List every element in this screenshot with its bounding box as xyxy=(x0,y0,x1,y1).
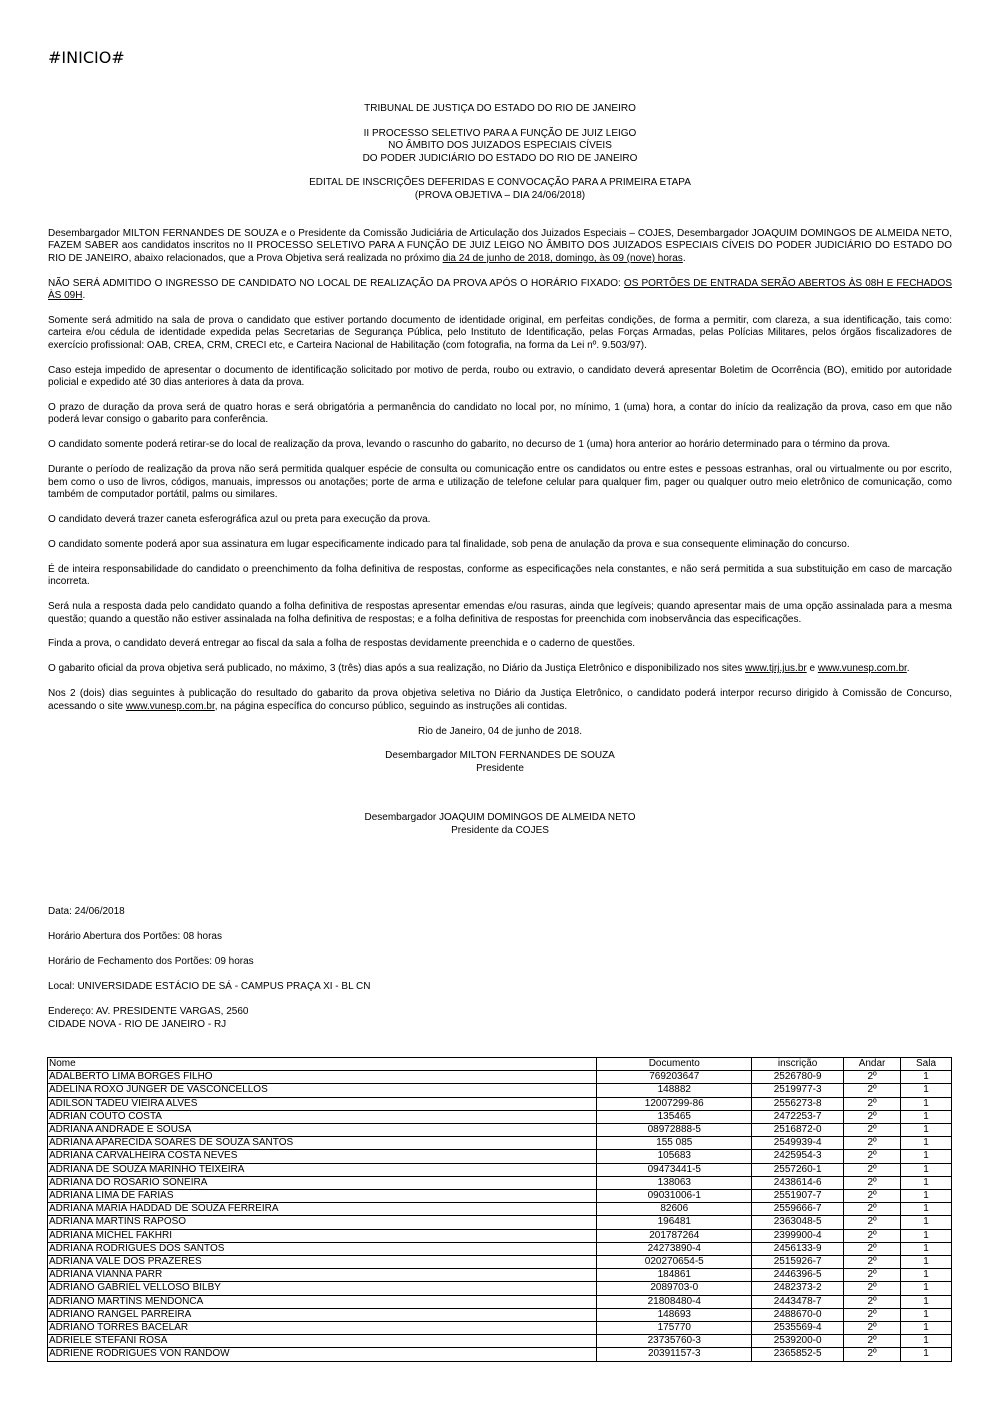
table-row xyxy=(48,1269,952,1282)
cell-registration: 2425954-3 xyxy=(752,1150,844,1163)
paragraph-null-answers: Será nula a resposta dada pelo candidato quando a folha definitiva de respostas apresentar emendas e/ou rasuras, ainda que legíveis; quando apresentar mais de uma opção assinalada para a mesma questão; quando a questão não estiver assinalada na folha definitiva de respostas; e a folha definitiva de respostas for preenchida com inobservância das especificações. xyxy=(48,601,952,625)
paragraph-delivery: Finda a prova, o candidato deverá entregar ao fiscal da sala a folha de respostas devidamente preenchida e o caderno de questões. xyxy=(48,638,636,650)
table-row xyxy=(48,1229,952,1242)
cell-name: ADRIANA RODRIGUES DOS SANTOS xyxy=(48,1242,597,1255)
edital-line-2: (PROVA OBJETIVA – DIA 24/06/2018) xyxy=(414,189,586,201)
cell-registration: 2488670-0 xyxy=(752,1308,844,1321)
cell-document: 24273890-4 xyxy=(597,1242,752,1255)
cell-floor: 2º xyxy=(844,1203,901,1216)
candidates-table xyxy=(47,1057,952,1362)
table-row xyxy=(48,1190,952,1203)
paragraph-prohibitions: Durante o período de realização da prova não será permitida qualquer espécie de consulta ou comunicação entre os candidatos ou entre estes e pessoas estranhas, oral ou virtualmente ou por escrito, bem como o uso de livros, códigos, manuais, impressos ou anotações; porte de arma e utilização de telefone celular para qualquer fim, pager ou qualquer outro meio eletrônico de comunicação, como também de computador portátil, palms ou similares. xyxy=(48,464,952,501)
cell-document: 08972888-5 xyxy=(597,1124,752,1137)
cell-name: ADRIANO RANGEL PARREIRA xyxy=(48,1308,597,1321)
cell-registration: 2443478-7 xyxy=(752,1295,844,1308)
cell-floor: 2º xyxy=(844,1216,901,1229)
cell-registration: 2456133-9 xyxy=(752,1242,844,1255)
cell-registration: 2551907-7 xyxy=(752,1190,844,1203)
cell-room: 1 xyxy=(901,1124,952,1137)
date-line: Rio de Janeiro, 04 de junho de 2018. xyxy=(417,725,582,737)
vunesp-link[interactable]: www.vunesp.com.br xyxy=(125,700,215,712)
exam-date-underlined: dia 24 de junho de 2018, domingo, às 09 (nove) horas xyxy=(442,252,683,264)
table-header-row xyxy=(48,1058,952,1071)
cell-registration: 2526780-9 xyxy=(752,1071,844,1084)
cell-floor: 2º xyxy=(844,1269,901,1282)
paragraph-lost-document: Caso esteja impedido de apresentar o documento de identificação solicitado por motivo de perda, roubo ou extravio, o candidato deverá apresentar Boletim de Ocorrência (BO), emitido por autoridade policial e expedido até 30 dias anteriores à data da prova. xyxy=(48,364,952,389)
cell-room: 1 xyxy=(901,1256,952,1269)
address-line-1: Endereço: AV. PRESIDENTE VARGAS, 2560 xyxy=(48,1006,249,1018)
paragraph-end: . xyxy=(682,252,686,264)
cell-floor: 2º xyxy=(844,1071,901,1084)
cell-room: 1 xyxy=(901,1242,952,1255)
paragraph-appeal xyxy=(48,688,952,713)
cell-registration: 2549939-4 xyxy=(752,1137,844,1150)
cell-document: 21808480-4 xyxy=(597,1295,752,1308)
cell-floor: 2º xyxy=(844,1150,901,1163)
table-row xyxy=(48,1308,952,1321)
paragraph-text: e xyxy=(806,663,818,675)
cell-document: 201787264 xyxy=(597,1229,752,1242)
signature-cojes xyxy=(48,812,952,837)
table-row xyxy=(48,1124,952,1137)
cell-name: ADRIANA MARIA HADDAD DE SOUZA FERREIRA xyxy=(48,1203,597,1216)
cell-document: 09031006-1 xyxy=(597,1190,752,1203)
cell-name: ADRIAN COUTO COSTA xyxy=(48,1110,597,1123)
cell-registration: 2482373-2 xyxy=(752,1282,844,1295)
table-row xyxy=(48,1282,952,1295)
cell-document: 148693 xyxy=(597,1308,752,1321)
paragraph-identity: Somente será admitido na sala de prova o candidato que estiver portando documento de identidade original, em perfeitas condições, de forma a permitir, com clareza, a sua identificação, tais como: carteira e/ou cédula de identidade expedida pelas Secretarias de Segurança Pública, pelo Instituto de Identificação, pelas Forças Armadas, pelas Polícias Militares, pelos órgãos fiscalizadores de exercício profissional: OAB, CREA, CRM, CRECI etc, e Carteira Nacional de Habilitação (com fotografia, na forma da Lei nº. 9.503/97). xyxy=(48,315,952,351)
cell-floor: 2º xyxy=(844,1242,901,1255)
cell-document: 135465 xyxy=(597,1110,752,1123)
table-row xyxy=(48,1084,952,1097)
table-row xyxy=(48,1176,952,1189)
start-marker: #INICIO# xyxy=(48,48,125,67)
cell-name: ADRIANO GABRIEL VELLOSO BILBY xyxy=(48,1282,597,1295)
cell-room: 1 xyxy=(901,1322,952,1335)
paragraph-convocation xyxy=(48,228,952,265)
cell-floor: 2º xyxy=(844,1190,901,1203)
table-row xyxy=(48,1071,952,1084)
cell-document: 020270654-5 xyxy=(597,1256,752,1269)
table-row xyxy=(48,1335,952,1348)
paragraph-text: Nos 2 (dois) dias seguintes à publicação do resultado do gabarito da prova objetiva seletiva no Diário da Justiça Eletrônico, o candidato poderá interpor recurso dirigido à Comissão de Concurso, acessando o site xyxy=(48,688,952,712)
paragraph-pen: O candidato deverá trazer caneta esferográfica azul ou preta para execução da prova. xyxy=(48,514,431,525)
cell-document: 175770 xyxy=(597,1322,752,1335)
cell-registration: 2363048-5 xyxy=(752,1216,844,1229)
cell-registration: 2535569-4 xyxy=(752,1322,844,1335)
edital-title xyxy=(48,177,952,202)
cell-name: ADRIANA CARVALHEIRA COSTA NEVES xyxy=(48,1150,597,1163)
paragraph-text: Desembargador MILTON FERNANDES DE SOUZA e o Presidente da Comissão Judiciária de Articulação dos Juizados Especiais – COJES, Desembargador JOAQUIM DOMINGOS DE ALMEIDA NETO, FAZEM SABER aos candidatos inscritos no II PROCESSO SELETIVO PARA A FUNÇÃO DE JUIZ LEIGO NO ÂMBITO DOS JUIZADOS ESPECIAIS CÍVEIS DO PODER JUDICIÁRIO DO ESTADO DO RIO DE JANEIRO, abaixo relacionados, que a Prova Objetiva será realizada no próximo xyxy=(48,228,952,264)
process-line-1: II PROCESSO SELETIVO PARA A FUNÇÃO DE JUIZ LEIGO xyxy=(363,127,637,139)
table-row xyxy=(48,1295,952,1308)
cell-registration: 2399900-4 xyxy=(752,1229,844,1242)
cell-name: ADRIANA APARECIDA SOARES DE SOUZA SANTOS xyxy=(48,1137,597,1150)
cell-room: 1 xyxy=(901,1295,952,1308)
cell-room: 1 xyxy=(901,1335,952,1348)
cell-floor: 2º xyxy=(844,1097,901,1110)
cell-registration: 2539200-0 xyxy=(752,1335,844,1348)
exam-location: Local: UNIVERSIDADE ESTÁCIO DE SÁ - CAMPUS PRAÇA XI - BL CN xyxy=(48,981,371,993)
cell-registration: 2559666-7 xyxy=(752,1203,844,1216)
cell-floor: 2º xyxy=(844,1110,901,1123)
cell-name: ADILSON TADEU VIEIRA ALVES xyxy=(48,1097,597,1110)
cell-registration: 2515926-7 xyxy=(752,1256,844,1269)
cell-name: ADRIANO MARTINS MENDONCA xyxy=(48,1295,597,1308)
table-row xyxy=(48,1150,952,1163)
paragraph-end: , na página específica do concurso público, seguindo as instruções ali contidas. xyxy=(214,700,568,712)
gates-opening: Horário Abertura dos Portões: 08 horas xyxy=(48,931,222,943)
cell-room: 1 xyxy=(901,1137,952,1150)
cell-registration: 2516872-0 xyxy=(752,1124,844,1137)
paragraph-answer-sheet: É de inteira responsabilidade do candidato o preenchimento da folha definitiva de respostas, conforme as especificações nela constantes, e não será permitida a sua substituição em caso de marcação incorreta. xyxy=(48,563,952,588)
paragraph-end: . xyxy=(82,290,86,302)
cell-document: 2089703-0 xyxy=(597,1282,752,1295)
cell-room: 1 xyxy=(901,1229,952,1242)
cell-floor: 2º xyxy=(844,1256,901,1269)
paragraph-duration: O prazo de duração da prova será de quatro horas e será obrigatória a permanência do candidato no local por, no mínimo, 1 (uma) hora, a contar do início da realização da prova, caso em que não poderá levar consigo o gabarito para conferência. xyxy=(48,402,952,426)
table-row xyxy=(48,1097,952,1110)
edital-body xyxy=(48,228,952,850)
cell-name: ADRIANA DE SOUZA MARINHO TEIXEIRA xyxy=(48,1163,597,1176)
cell-document: 155 085 xyxy=(597,1137,752,1150)
paragraph-gates xyxy=(48,278,952,303)
signatory-title: Presidente xyxy=(476,762,524,774)
cell-registration: 2446396-5 xyxy=(752,1269,844,1282)
cell-registration: 2557260-1 xyxy=(752,1163,844,1176)
header-registration: inscrição xyxy=(752,1058,844,1071)
cell-floor: 2º xyxy=(844,1124,901,1137)
cell-floor: 2º xyxy=(844,1282,901,1295)
cell-name: ADRIELE STEFANI ROSA xyxy=(48,1335,597,1348)
cell-room: 1 xyxy=(901,1110,952,1123)
cell-registration: 2365852-5 xyxy=(752,1348,844,1361)
cell-room: 1 xyxy=(901,1282,952,1295)
cell-document: 82606 xyxy=(597,1203,752,1216)
table-row xyxy=(48,1216,952,1229)
cell-floor: 2º xyxy=(844,1348,901,1361)
cell-floor: 2º xyxy=(844,1163,901,1176)
cell-room: 1 xyxy=(901,1190,952,1203)
court-name: TRIBUNAL DE JUSTIÇA DO ESTADO DO RIO DE JANEIRO xyxy=(364,103,636,114)
cell-floor: 2º xyxy=(844,1295,901,1308)
cell-room: 1 xyxy=(901,1150,952,1163)
cell-floor: 2º xyxy=(844,1308,901,1321)
cell-name: ADRIANA LIMA DE FARIAS xyxy=(48,1190,597,1203)
cell-registration: 2438614-6 xyxy=(752,1176,844,1189)
exam-date: Data: 24/06/2018 xyxy=(48,906,125,917)
cell-floor: 2º xyxy=(844,1335,901,1348)
paragraph-text: O gabarito oficial da prova objetiva será publicado, no máximo, 3 (três) dias após a sua realização, no Diário da Justiça Eletrônico e disponibilizado nos sites xyxy=(48,663,746,675)
cell-room: 1 xyxy=(901,1071,952,1084)
signatory-title: Presidente da COJES xyxy=(451,824,549,836)
header-document: Documento xyxy=(597,1058,752,1071)
exam-info xyxy=(48,906,952,1044)
cell-room: 1 xyxy=(901,1163,952,1176)
process-line-2: NO ÂMBITO DOS JUIZADOS ESPECIAIS CÍVEIS xyxy=(388,140,612,152)
table-row xyxy=(48,1137,952,1150)
paragraph-text: NÃO SERÁ ADMITIDO O INGRESSO DE CANDIDATO NO LOCAL DE REALIZAÇÃO DA PROVA APÓS O HORÁRIO FIXADO: xyxy=(48,277,624,289)
cell-room: 1 xyxy=(901,1084,952,1097)
cell-room: 1 xyxy=(901,1348,952,1361)
cell-name: ADRIANA MICHEL FAKHRI xyxy=(48,1229,597,1242)
table-row xyxy=(48,1163,952,1176)
cell-name: ADRIANA ANDRADE E SOUSA xyxy=(48,1124,597,1137)
cell-document: 138063 xyxy=(597,1176,752,1189)
cell-registration: 2472253-7 xyxy=(752,1110,844,1123)
cell-floor: 2º xyxy=(844,1137,901,1150)
cell-room: 1 xyxy=(901,1216,952,1229)
cell-floor: 2º xyxy=(844,1229,901,1242)
cell-name: ADRIANA DO ROSARIO SONEIRA xyxy=(48,1176,597,1189)
table-row xyxy=(48,1322,952,1335)
cell-floor: 2º xyxy=(844,1322,901,1335)
cell-document: 184861 xyxy=(597,1269,752,1282)
document-header xyxy=(48,103,952,215)
cell-name: ADRIANA MARTINS RAPOSO xyxy=(48,1216,597,1229)
edital-line-1: EDITAL DE INSCRIÇÕES DEFERIDAS E CONVOCAÇÃO PARA A PRIMEIRA ETAPA xyxy=(309,177,691,189)
address-line-2: CIDADE NOVA - RIO DE JANEIRO - RJ xyxy=(48,1018,227,1030)
exam-address xyxy=(48,1006,952,1031)
table-row xyxy=(48,1242,952,1255)
gates-closing: Horário de Fechamento dos Portões: 09 horas xyxy=(48,956,254,968)
cell-room: 1 xyxy=(901,1176,952,1189)
cell-document: 196481 xyxy=(597,1216,752,1229)
table-row xyxy=(48,1348,952,1361)
table-row xyxy=(48,1203,952,1216)
table-body xyxy=(48,1071,952,1361)
cell-document: 09473441-5 xyxy=(597,1163,752,1176)
cell-document: 105683 xyxy=(597,1150,752,1163)
cell-floor: 2º xyxy=(844,1176,901,1189)
process-title xyxy=(48,128,952,165)
cell-room: 1 xyxy=(901,1097,952,1110)
vunesp-link[interactable]: www.vunesp.com.br xyxy=(817,663,907,675)
header-room: Sala xyxy=(901,1058,952,1071)
table-row xyxy=(48,1110,952,1123)
cell-document: 23735760-3 xyxy=(597,1335,752,1348)
cell-floor: 2º xyxy=(844,1084,901,1097)
cell-document: 20391157-3 xyxy=(597,1348,752,1361)
cell-name: ADELINA ROXO JUNGER DE VASCONCELLOS xyxy=(48,1084,597,1097)
table-row xyxy=(48,1256,952,1269)
cell-registration: 2556273-8 xyxy=(752,1097,844,1110)
paragraph-signature: O candidato somente poderá apor sua assinatura em lugar especificamente indicado para tal finalidade, sob pena de anulação da prova e sua consequente eliminação do concurso. xyxy=(48,538,850,550)
process-line-3: DO PODER JUDICIÁRIO DO ESTADO DO RIO DE JANEIRO xyxy=(362,152,638,164)
cell-name: ADRIANO TORRES BACELAR xyxy=(48,1322,597,1335)
cell-name: ADALBERTO LIMA BORGES FILHO xyxy=(48,1071,597,1084)
paragraph-end: . xyxy=(906,663,910,675)
cell-room: 1 xyxy=(901,1269,952,1282)
cell-name: ADRIENE RODRIGUES VON RANDOW xyxy=(48,1348,597,1361)
gates-time-underlined: OS PORTÕES DE ENTRADA SERÃO ABERTOS ÀS 08H E FECHADOS ÀS 09H xyxy=(48,277,952,302)
header-name: Nome xyxy=(48,1058,597,1071)
cell-document: 769203647 xyxy=(597,1071,752,1084)
paragraph-leaving: O candidato somente poderá retirar-se do local de realização da prova, levando o rascunho do gabarito, no decurso de 1 (uma) hora anterior ao horário determinado para o término da prova. xyxy=(48,439,891,451)
cell-room: 1 xyxy=(901,1203,952,1216)
cell-name: ADRIANA VALE DOS PRAZERES xyxy=(48,1256,597,1269)
cell-room: 1 xyxy=(901,1308,952,1321)
cell-document: 148882 xyxy=(597,1084,752,1097)
signature-president xyxy=(48,750,952,775)
header-floor: Andar xyxy=(844,1058,901,1071)
cell-registration: 2519977-3 xyxy=(752,1084,844,1097)
cell-name: ADRIANA VIANNA PARR xyxy=(48,1269,597,1282)
signatory-name: Desembargador MILTON FERNANDES DE SOUZA xyxy=(385,750,615,762)
cell-document: 12007299-86 xyxy=(597,1097,752,1110)
signatory-name: Desembargador JOAQUIM DOMINGOS DE ALMEIDA NETO xyxy=(364,812,636,824)
paragraph-answer-key xyxy=(48,663,952,675)
tjrj-link[interactable]: www.tjrj.jus.br xyxy=(745,663,807,675)
